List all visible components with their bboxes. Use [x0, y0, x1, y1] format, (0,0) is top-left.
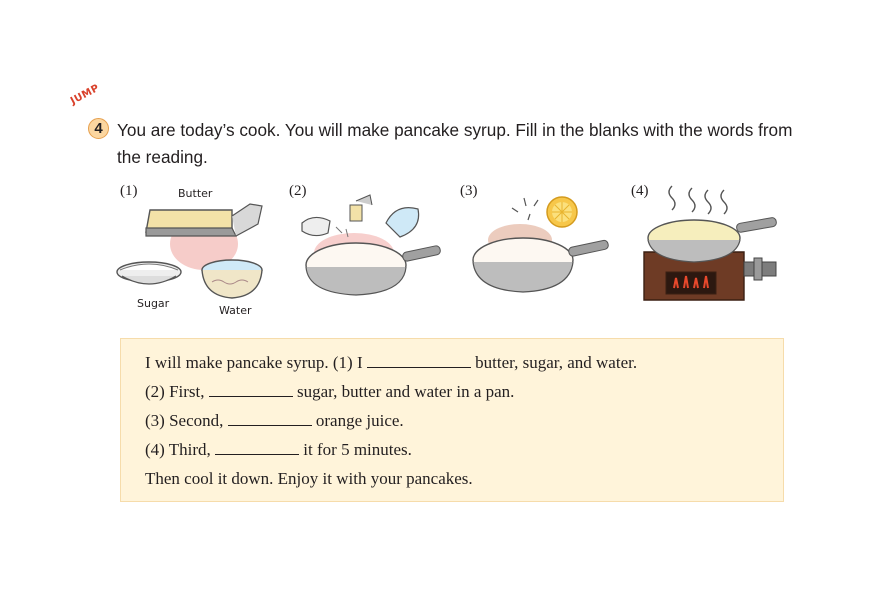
sentence-4-start: (4) Third, — [145, 440, 211, 459]
blank-1[interactable] — [367, 353, 471, 368]
sugar-caption: Sugar — [137, 297, 170, 310]
sentence-1-start: I will make pancake syrup. (1) I — [145, 353, 363, 372]
sentence-3-start: (3) Second, — [145, 411, 224, 430]
blank-4[interactable] — [215, 440, 299, 455]
instruction-text: You are today’s cook. You will make pancake syrup. Fill in the blanks with the words from the reading. — [117, 120, 793, 167]
orange-juice-pan-illustration — [468, 190, 618, 300]
sentence-1 — [145, 353, 637, 373]
butter-caption: Butter — [178, 187, 213, 200]
sentence-1-end: butter, sugar, and water. — [475, 353, 638, 372]
sentence-2-end: sugar, butter and water in a pan. — [297, 382, 515, 401]
panel-2-label: (2) — [289, 183, 307, 199]
mixing-pan-illustration — [296, 193, 446, 301]
exercise-number: 4 — [88, 118, 109, 139]
blank-2[interactable] — [209, 382, 293, 397]
butter-dish-icon — [146, 204, 262, 236]
sentence-5: Then cool it down. Enjoy it with your pancakes. — [145, 469, 473, 488]
lemon-icon — [547, 197, 577, 227]
pan-icon — [473, 238, 609, 292]
water-bowl-icon — [202, 260, 262, 298]
sentence-2-start: (2) First, — [145, 382, 205, 401]
pan-icon — [648, 217, 777, 262]
sentence-2 — [145, 382, 514, 402]
jump-label: JUMP — [68, 82, 102, 107]
stove-boiling-illustration — [636, 184, 786, 304]
butter-sugar-water-illustration — [112, 196, 272, 304]
blank-3[interactable] — [228, 411, 312, 426]
pan-icon — [306, 243, 441, 295]
sugar-bowl-icon — [302, 217, 330, 235]
water-caption: Water — [219, 304, 252, 317]
sentence-4-end: it for 5 minutes. — [303, 440, 412, 459]
water-bowl-icon — [386, 208, 419, 237]
steam-icon — [669, 186, 727, 214]
panel-4-label: (4) — [631, 183, 649, 199]
fill-in-box — [120, 338, 784, 502]
sugar-bowl-icon — [117, 262, 181, 284]
sentence-3-end: orange juice. — [315, 411, 404, 430]
panel-1-label: (1) — [120, 183, 138, 199]
panel-3-label: (3) — [460, 183, 478, 199]
sentence-4 — [145, 440, 412, 460]
sentence-3 — [145, 411, 404, 431]
butter-icon — [350, 205, 362, 221]
